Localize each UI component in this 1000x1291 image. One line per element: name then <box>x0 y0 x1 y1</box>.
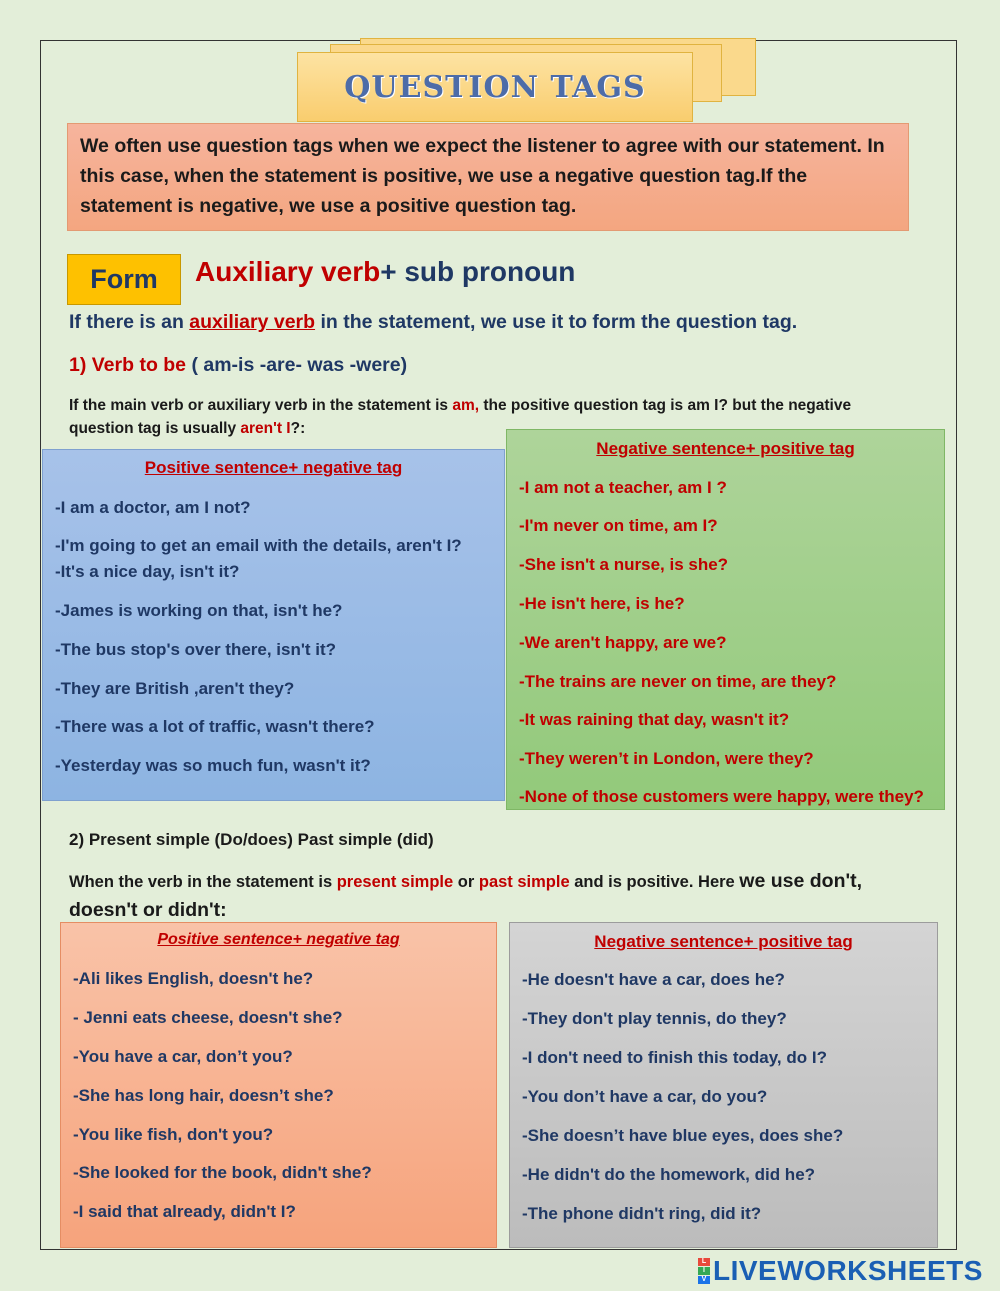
section1-heading <box>69 354 407 377</box>
list-item: -It was raining that day, wasn't it? <box>519 710 790 729</box>
form-rule <box>195 256 575 288</box>
list-item: -She isn't a nurse, is she? <box>519 555 729 574</box>
list-item: -Ali likes English, doesn't he? <box>73 969 314 988</box>
logo-mark-letter: I <box>698 1267 710 1275</box>
list-item: -James is working on that, isn't he? <box>55 601 343 620</box>
page-title: QUESTION TAGS <box>344 69 646 105</box>
list-item: -She looked for the book, didn't she? <box>73 1163 372 1182</box>
form-label: Form <box>67 254 181 305</box>
box-negative-positive-do <box>509 922 938 1248</box>
list-item: -You like fish, don't you? <box>73 1125 274 1144</box>
list-item: -None of those customers were happy, were they? <box>519 787 924 806</box>
list-item: -You don’t have a car, do you? <box>522 1087 768 1106</box>
note-text: If the main verb or auxiliary verb in the statement is <box>69 397 453 414</box>
section1-note-line1 <box>69 397 851 415</box>
box-positive-negative-do <box>60 922 497 1248</box>
logo-mark-letter: V <box>698 1276 710 1284</box>
box-heading: Positive sentence+ negative tag <box>157 931 400 948</box>
list-item: -I said that already, didn't I? <box>73 1202 296 1221</box>
list-item: -We aren't happy, are we? <box>519 633 727 652</box>
list-item: -They are British ,aren't they? <box>55 679 295 698</box>
list-item: -She doesn’t have blue eyes, does she? <box>522 1126 844 1145</box>
aux-verb-line <box>69 311 797 334</box>
aux-line-pre: If there is an <box>69 311 190 333</box>
box-negative-positive-be <box>506 429 945 810</box>
list-item: -Yesterday was so much fun, wasn't it? <box>55 756 371 775</box>
note-text: ?: <box>290 420 306 437</box>
liveworksheets-logo[interactable] <box>698 1256 983 1286</box>
list-item: -They weren’t in London, were they? <box>519 749 814 768</box>
section2-title: 2) Present simple (Do/does) Past simple (did) <box>69 830 434 849</box>
section1-verbs: ( am-is -are- was -were) <box>186 354 408 376</box>
list-item: -I don't need to finish this today, do I? <box>522 1048 827 1067</box>
section1-title: 1) Verb to be <box>69 354 187 376</box>
list-item: -I'm never on time, am I? <box>519 516 718 535</box>
box-positive-negative-be <box>42 449 505 801</box>
form-rule-pronoun: + sub pronoun <box>380 256 576 287</box>
logo-text: LIVEWORKSHEETS <box>713 1255 983 1286</box>
note-text: and is positive. Here <box>569 873 740 891</box>
note-am: am, <box>452 397 480 414</box>
list-item: -They don't play tennis, do they? <box>522 1009 787 1028</box>
list-item: -I'm going to get an email with the details, aren't I? <box>55 536 462 555</box>
list-item: -I am not a teacher, am I ? <box>519 478 727 497</box>
logo-mark-icon <box>698 1258 710 1284</box>
title-banner <box>297 52 693 122</box>
intro-paragraph: We often use question tags when we expect the listener to agree with our statement. In this case, when the statement is positive, we use a negative question tag.If the statement is negative, we use a positive question tag. <box>67 123 909 231</box>
note-arent: aren't I <box>240 420 291 437</box>
note-emphasis: we use don't, <box>739 870 863 892</box>
list-item: -The trains are never on time, are they? <box>519 672 837 691</box>
list-item: -There was a lot of traffic, wasn't there? <box>55 717 375 736</box>
form-rule-aux: Auxiliary verb <box>195 256 381 287</box>
box-heading: Negative sentence+ positive tag <box>594 932 853 951</box>
list-item: -I am a doctor, am I not? <box>55 498 251 517</box>
section1-note-line2 <box>69 420 305 438</box>
note-text: the positive question tag is am I? but the negative <box>479 397 852 414</box>
note-past-simple: past simple <box>478 873 570 891</box>
list-item: -The phone didn't ring, did it? <box>522 1204 762 1223</box>
note-present-simple: present simple <box>336 873 454 891</box>
note-text: question tag is usually <box>69 420 241 437</box>
note-text: or <box>453 873 479 891</box>
list-item: -You have a car, don’t you? <box>73 1047 293 1066</box>
note-text: When the verb in the statement is <box>69 873 337 891</box>
list-item: -The bus stop's over there, isn't it? <box>55 640 337 659</box>
box-heading: Positive sentence+ negative tag <box>144 458 403 477</box>
box-heading: Negative sentence+ positive tag <box>596 439 855 458</box>
logo-mark-letter: L <box>698 1258 710 1266</box>
list-item: -It's a nice day, isn't it? <box>55 562 240 581</box>
aux-line-post: in the statement, we use it to form the question tag. <box>315 311 798 333</box>
list-item: -He isn't here, is he? <box>519 594 685 613</box>
section2-note-line2: doesn't or didn't: <box>69 899 227 921</box>
list-item: -He doesn't have a car, does he? <box>522 970 785 989</box>
section2-note-line1 <box>69 870 862 893</box>
list-item: -She has long hair, doesn’t she? <box>73 1086 334 1105</box>
list-item: -He didn't do the homework, did he? <box>522 1165 816 1184</box>
list-item: - Jenni eats cheese, doesn't she? <box>73 1008 343 1027</box>
aux-line-highlight: auxiliary verb <box>189 311 316 333</box>
